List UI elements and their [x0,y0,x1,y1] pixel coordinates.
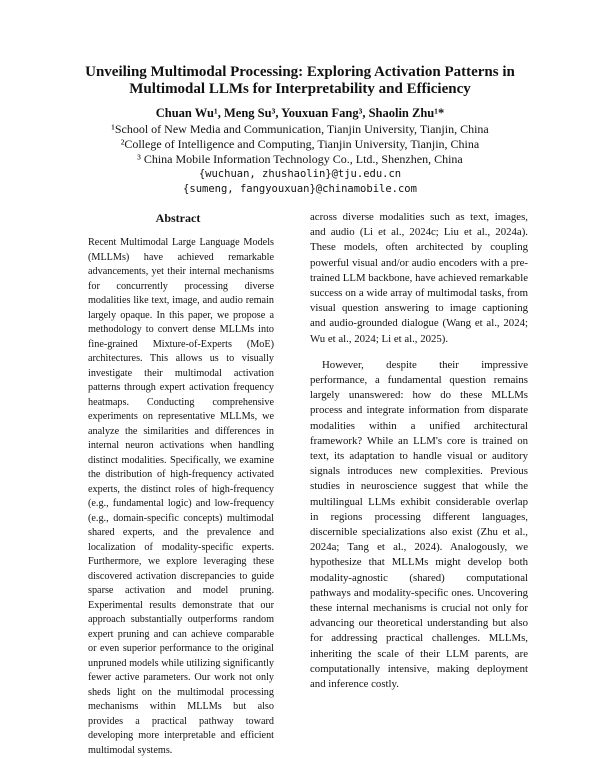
abstract-heading: Abstract [155,211,201,225]
author-list: Chuan Wu¹, Meng Su³, Youxuan Fang³, Shaolin Zhu¹* [155,106,445,120]
email-line-2: {sumeng, fangyouxuan}@chinamobile.com [183,183,417,195]
intro-column [310,210,528,691]
intro-paragraph-1: across diverse modalities such as text, images, and audio (Li et al., 2024c; Liu et al., 2024a). These models, often architected by coupling powerful visual and/or audio encoders with a pre-trained LLM backbone, have achieved remarkable success on a wide array of multimodal tasks, from visual question answering to image captioning and audio-grounded dialogue (Wang et al., 2024; Wu et al., 2024; Li et al., 2025). [310,211,528,345]
paper-title: Unveiling Multimodal Processing: Exploring Activation Patterns in Multimodal LLMs for Interpretability and Efficiency [85,64,515,97]
intro-paragraph-2: However, despite their impressive performance, a fundamental question remains largely unanswered: how do these MLLMs process and integrate information from disparate modalities within a unified architectural framework? While an LLM's core is trained on text, its adaptation to handle visual or auditory signals introduces new complexities. Previous studies in neuroscience suggest that while the multilingual LLMs exhibit considerable overlap in regions processing different languages, discernible specializations also exist (Zhu et al., 2024a; Tang et al., 2024). Analogously, we hypothesize that MLLMs might develop both modality-agnostic (shared) computational pathways and modality-specific ones. Uncovering these internal mechanisms is crucial not only for advancing our theoretical understanding but also for addressing practical challenges. MLLMs, inheriting the scale of their LLM parents, are computationally intensive, making deployment and inference costly. [310,358,528,691]
abstract-text: Recent Multimodal Large Language Models (MLLMs) have achieved remarkable advancements, yet their internal mechanisms for concurrently processing diverse modalities like text, image, and audio remain largely opaque. In this paper, we propose a methodology to convert dense MLLMs into fine-grained Mixture-of-Experts (MoE) architectures. This allows us to visually investigate their multimodal activation patterns through expert activation frequency heatmaps. Conducting comprehensive experiments on representative MLLMs, we analyze the similarities and differences in internal neuron activations when handling distinct modalities. Specifically, we examine the distribution of high-frequency activated experts, the distinct roles of high-frequency (e.g., fundamental logic) and low-frequency (e.g., domain-specific concepts) multimodal shared experts, and the prevalence and localization of modality-specific experts. Furthermore, we explore leveraging these discovered activation discrepancies to guide sparse activation and model pruning. Experimental results demonstrate that our approach substantially outperforms random expert pruning and can achieve comparable or even superior performance to the original unpruned models while utilizing significantly fewer active parameters. Our work not only sheds light on the multimodal processing mechanisms within MLLMs but also provides a practical pathway toward developing more interpretable and efficient multimodal systems. [88,237,274,756]
affiliation-3: ³ China Mobile Information Technology Co., Ltd., Shenzhen, China [137,152,463,166]
email-line-1: {wuchuan, zhushaolin}@tju.edu.cn [198,168,402,180]
affiliation-2: ²College of Intelligence and Computing, Tianjin University, Tianjin, China [120,137,480,151]
affiliation-1: ¹School of New Media and Communication, Tianjin University, Tianjin, China [111,122,489,136]
